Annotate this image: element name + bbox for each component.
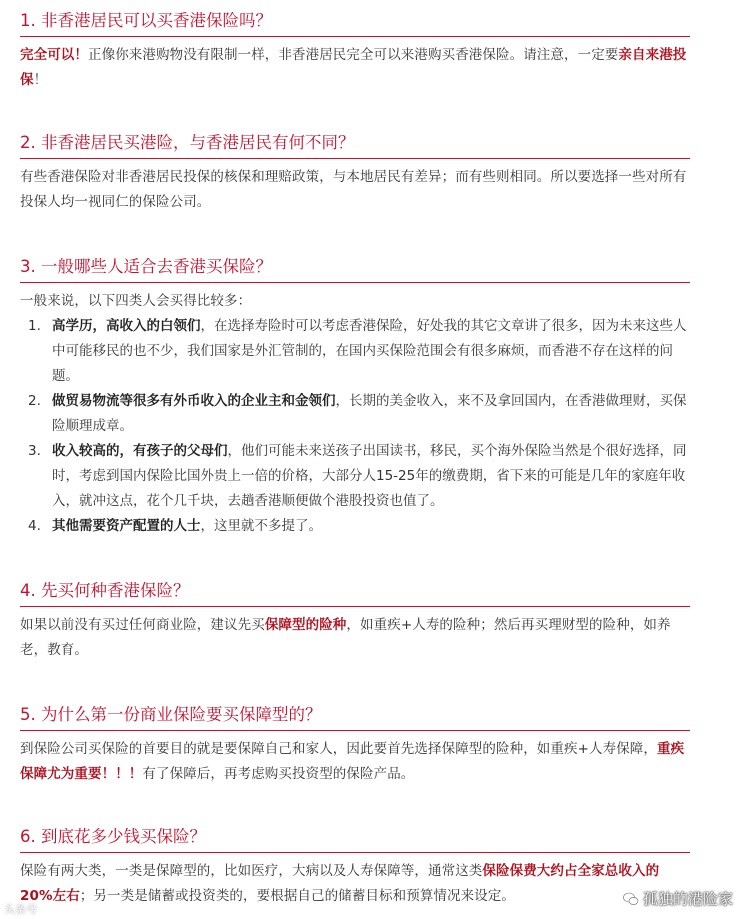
body-text: 有了保障后，再考虑购买投资型的保险产品。 [142,766,415,782]
watermark-text: 头条号 [4,903,37,916]
section-1-body [20,43,690,93]
list-item-text: ，长期的美金收入，来不及拿回国内，在香港做理财，买保险顺理成章。 [52,393,687,434]
list-item-bold: 做贸易物流等很多有外币收入的企业主和金领们 [52,393,336,409]
list-number: 1. [28,318,41,334]
section-4-body [20,613,690,663]
body-text: 如果以前没有买过任何商业险，建议先买 [20,617,265,633]
section-6-body [20,859,690,909]
wechat-icon [623,891,639,907]
list-item-text: ，在选择寿险时可以考虑香港保险，好处我的其它文章讲了很多，因为未来这些人中可能移民的也不少，我们国家是外汇管制的，在国内买保险范围会有很多麻烦，而香港不存在这样的问题。 [52,318,687,384]
list-item-text: ，这里就不多提了。 [200,518,322,534]
list-item-bold: 其他需要资产配置的人士 [52,518,201,534]
section-3 [20,256,690,539]
body-text: 保险有两大类，一类是保障型的，比如医疗，大病以及人寿保障等，通常这类 [20,863,483,879]
list-number: 4. [28,518,41,534]
body-text: 正像你来港购物没有限制一样，非香港居民完全可以来港购买香港保险。请注意，一定要 [88,47,619,63]
list-item-bold: 高学历，高收入的白领们 [52,318,201,334]
section-6-heading: 6. 到底花多少钱买保险？ [20,826,690,853]
list-item [20,389,690,439]
section-3-heading: 3. 一般哪些人适合去香港买保险？ [20,256,690,283]
watermark-text: 孤独的港险家 [642,890,733,908]
section-1-heading: 1. 非香港居民可以买香港保险吗？ [20,10,690,37]
watermark-left [4,901,37,917]
emphasis-text: 保障型的险种 [264,617,347,633]
body-text: ；另一类是储蓄或投资类的，要根据自己的储蓄目标和预算情况来设定。 [79,888,516,904]
emphasis-text: 亲自来港投保 [20,47,687,88]
section-1 [20,10,690,93]
body-text: 到保险公司买保险的首要目的就是要保障自己和家人，因此要首先选择保障型的险种，如重疾+人寿保障， [20,741,658,757]
watermark-right [623,888,733,909]
list-item-bold: 收入较高的，有孩子的父母们 [52,443,228,459]
section-4-heading: 4. 先买何种香港保险？ [20,580,690,607]
body-text: ！ [33,72,48,88]
audience-list [20,314,690,539]
section-4 [20,580,690,663]
body-text: ，如重疾+人寿的险种；然后再买理财型的险种，如养老，教育。 [20,617,671,658]
list-item [20,514,690,539]
section-5-body [20,737,690,787]
section-5 [20,704,690,787]
section-3-intro: 一般来说，以下四类人会买得比较多： [20,293,252,309]
section-2 [20,132,690,215]
list-number: 2. [28,393,41,409]
list-item [20,439,690,514]
list-item-text: ，他们可能未来送孩子出国读书，移民，买个海外保险当然是个很好选择，同时，考虑到国内保险比国外贵上一倍的价格，大部分人15-25年的缴费期，省下来的可能是几年的家庭年收入，就冲这点，花个几千块，去趟香港顺便做个港股投资也值了。 [52,443,687,509]
emphasis-text: 完全可以！ [20,47,88,63]
emphasis-text: 保险保费大约占全家总收入的20%左右 [20,863,660,904]
emphasis-text: 重疾保障尤为重要！！！ [20,741,685,782]
section-2-heading: 2. 非香港居民买港险，与香港居民有何不同？ [20,132,690,159]
list-number: 3. [28,443,41,459]
section-2-body: 有些香港保险对非香港居民投保的核保和理赔政策，与本地居民有差异；而有些则相同。所以要选择一些对所有投保人均一视同仁的保险公司。 [20,169,687,210]
list-item [20,314,690,389]
section-5-heading: 5. 为什么第一份商业保险要买保障型的？ [20,704,690,731]
section-6 [20,826,690,909]
